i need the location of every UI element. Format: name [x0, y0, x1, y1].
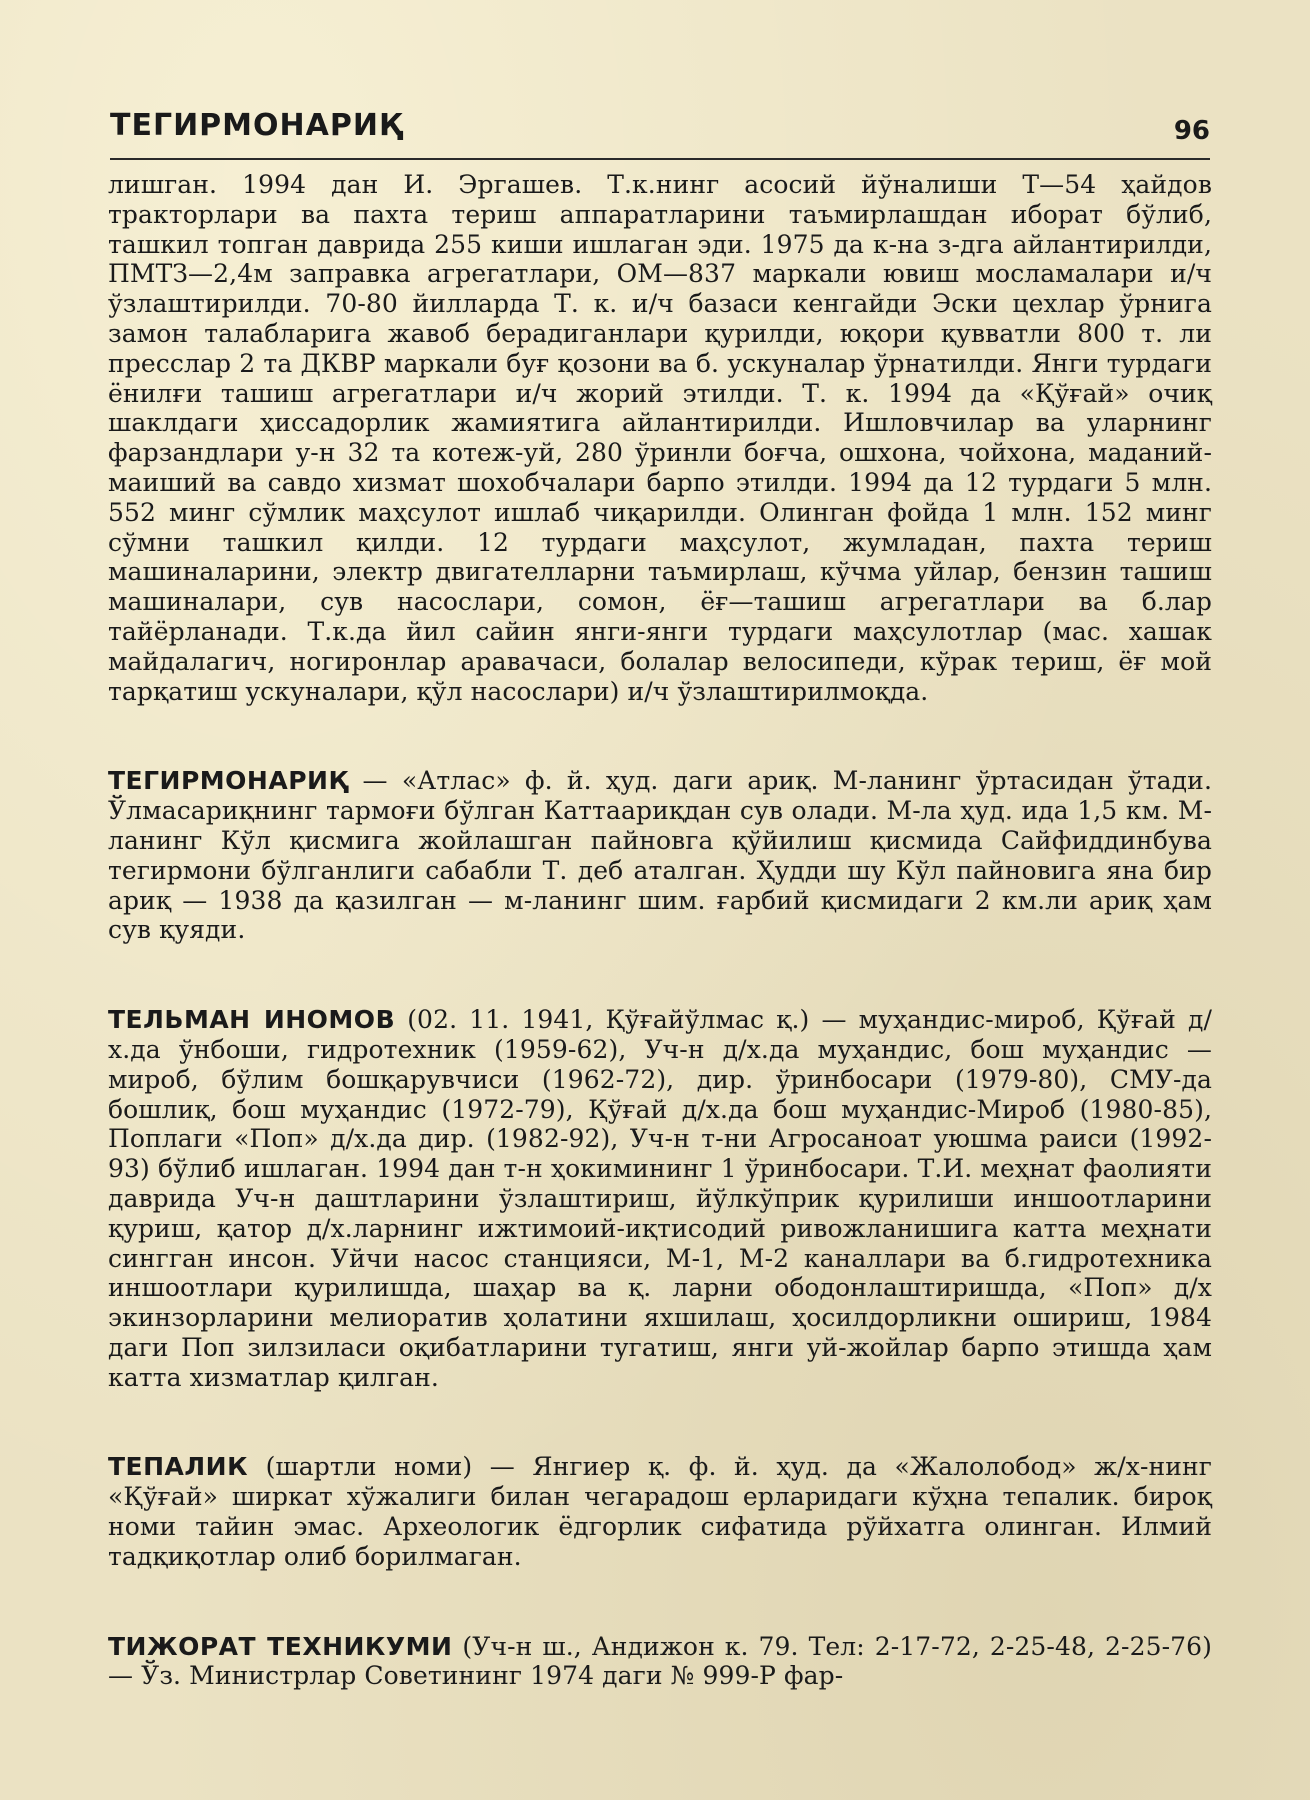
entry-headword: ТЕПАЛИК — [108, 1452, 249, 1482]
page-number: 96 — [1173, 116, 1210, 146]
header-rule — [110, 158, 1210, 160]
entry-tijorat-texnikumi — [108, 1632, 1212, 1692]
entry-headword: ТЕЛЬМАН ИНОМОВ — [108, 1005, 396, 1035]
page-header — [110, 98, 1210, 148]
entry-telman-inomov — [108, 1005, 1212, 1392]
entry-tepalik — [108, 1452, 1212, 1571]
entry-body: (02. 11. 1941, Қўғайўлмас қ.) — муҳандис-мироб, Қўғай д/х.да ўнбоши, гидротехник (1959-62), Уч-н д/х.да муҳандис, бош муҳандис — мироб, бўлим бошқарувчиси (1962-72), дир. ўринбосари (1979-80), СМУ-да бошлиқ, бош муҳандис (1972-79), Қўғай д/х.да бош муҳандис-Мироб (1980-85), Поплаги «Поп» д/х.да дир. (1982-92), Уч-н т-ни Агросаноат уюшма раиси (1992-93) бўлиб ишлаган. 1994 дан т-н ҳокимининг 1 ўринбосари. Т.И. меҳнат фаолияти даврида Уч-н даштларини ўзлаштириш, йўлкўприк қурилиши иншоотларини қуриш, қатор д/х.ларнинг ижтимоий-иқтисодий ривожланишига катта меҳнати сингган инсон. Уйчи насос станцияси, М-1, М-2 каналлари ва б.гидротехника иншоотлари қурилишда, шаҳар ва қ. ларни ободонлаштиришда, «Поп» д/х экинзорларини мелиоратив ҳолатини яхшилаш, ҳосилдорликни ошириш, 1984 даги Поп зилзиласи оқибатларини тугатиш, янги уй-жойлар барпо этишда ҳам катта хизматлар қилган. — [108, 1005, 1212, 1392]
entry-body: (Уч-н ш., Андижон к. 79. Тел: 2-17-72, 2-25-48, 2-25-76) — Ўз. Министрлар Советининг 1974 даги № 999-Р фар- — [108, 1631, 1212, 1691]
entry-body: лишган. 1994 дан И. Эргашев. Т.к.нинг асосий йўналиши Т—54 ҳайдов тракторлари ва пахта териш аппаратларини таъмирлашдан иборат бўлиб, ташкил топган даврида 255 киши ишлаган эди. 1975 да к-на з-дга айлантирилди, ПМТЗ—2,4м заправка агрегатлари, ОМ—837 маркали ювиш мосламалари и/ч ўзлаштирилди. 70-80 йилларда Т. к. и/ч базаси кенгайди Эски цехлар ўрнига замон талабларига жавоб берадиганлари қурилди, юқори қувватли 800 т. ли пресслар 2 та ДКВР маркали буғ қозони ва б. ускуналар ўрнатилди. Янги турдаги ёнилғи ташиш агрегатлари и/ч жорий этилди. Т. к. 1994 да «Қўғай» очиқ шаклдаги ҳиссадорлик жамиятига айлантирилди. Ишловчилар ва уларнинг фарзандлари у-н 32 та котеж-уй, 280 ўринли боғча, ошхона, чойхона, маданий-маиший ва савдо хизмат шохобчалари барпо этилди. 1994 да 12 турдаги 5 млн. 552 минг сўмлик маҳсулот ишлаб чиқарилди. Олинган фойда 1 млн. 152 минг сўмни ташкил қилди. 12 турдаги маҳсулот, жумладан, пахта териш машиналарини, электр двигателларни таъмирлаш, кўчма уйлар, бензин ташиш машиналари, сув насослари, сомон, ёғ—ташиш агрегатлари ва б.лар тайёрланади. Т.к.да йил сайин янги-янги турдаги маҳсулотлар (мас. хашак майдалагич, ногиронлар аравачаси, болалар велосипеди, кўрак териш, ёғ мой тарқатиш ускуналари, қўл насослари) и/ч ўзлаштирилмоқда. — [108, 170, 1212, 706]
entry-tegirmonariq — [108, 766, 1212, 945]
entry-continuation — [108, 170, 1212, 706]
entry-body: (шартли номи) — Янгиер қ. ф. й. ҳуд. да «Жалолобод» ж/х-нинг «Қўғай» ширкат хўжалиги билан чегарадош ерларидаги кўҳна тепалик. бироқ номи тайин эмас. Археологик ёдгорлик сифатида рўйхатга олинган. Илмий тадқиқотлар олиб борилмаган. — [108, 1452, 1212, 1571]
running-head: ТЕГИРМОНАРИҚ — [110, 108, 404, 143]
entry-body: — «Атлас» ф. й. ҳуд. даги ариқ. М-ланинг ўртасидан ўтади. Ўлмасариқнинг тармоғи бўлган Каттаариқдан сув олади. М-ла ҳуд. ида 1,5 км. М-ланинг Кўл қисмига жойлашган пайновга қўйилиш қисмида Сайфиддинбува тегирмони бўлганлиги сабабли Т. деб аталган. Ҳудди шу Кўл пайновига яна бир ариқ — 1938 да қазилган — м-ланинг шим. ғарбий қисмидаги 2 км.ли ариқ ҳам сув қуяди. — [108, 766, 1212, 945]
entry-headword: ТЕГИРМОНАРИҚ — [108, 766, 349, 796]
entry-headword: ТИЖОРАТ ТЕХНИКУМИ — [108, 1631, 453, 1661]
page-body — [108, 170, 1212, 1691]
